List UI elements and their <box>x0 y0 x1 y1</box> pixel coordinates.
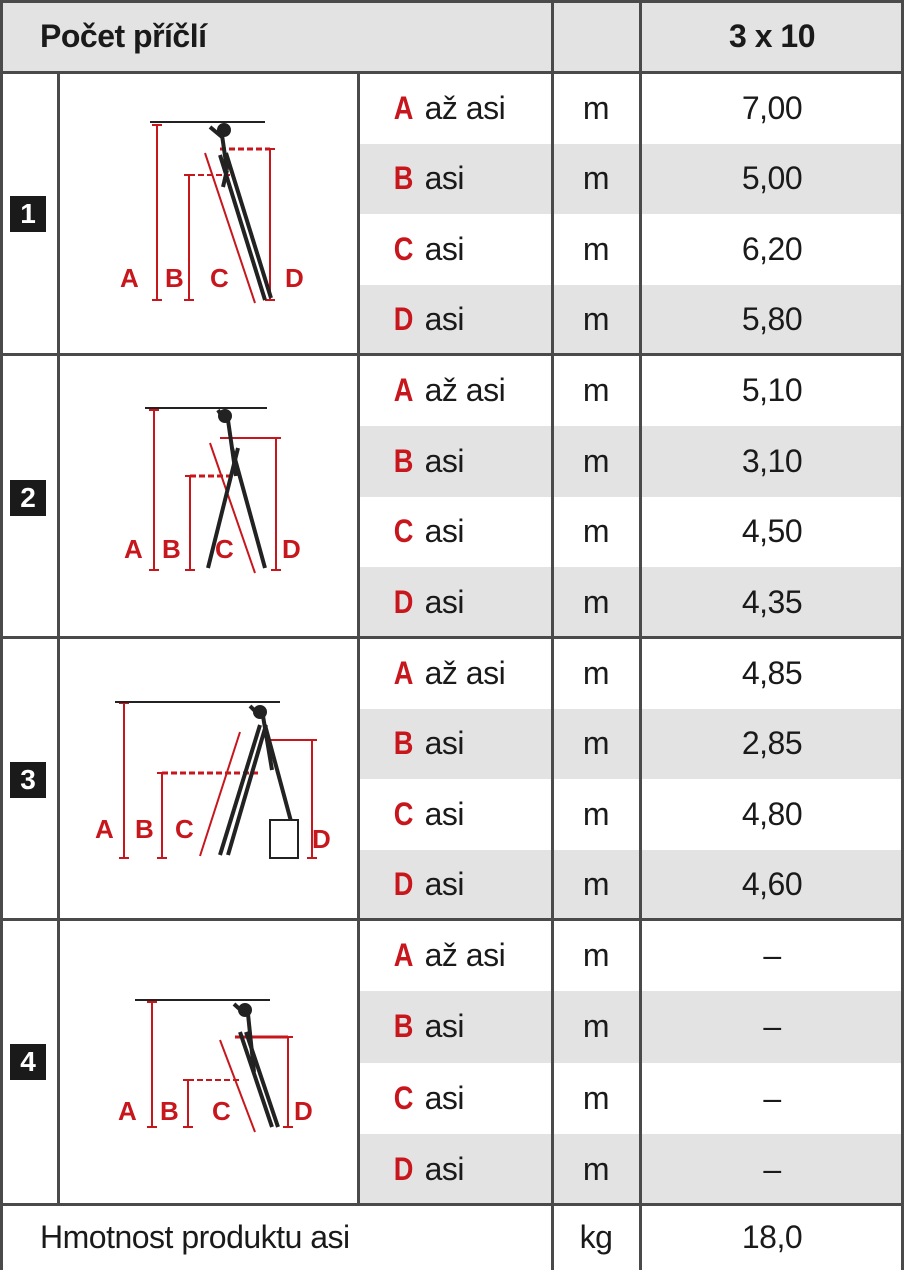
dimension-unit: m <box>582 795 610 832</box>
dimension-value: 2,85 <box>640 709 904 780</box>
dimension-letter: A <box>393 654 413 691</box>
dimension-value: 6,20 <box>741 230 803 267</box>
grid-line <box>0 636 904 639</box>
diagram-label-a: A <box>120 263 139 293</box>
footer-value: 18,0 <box>741 1219 803 1255</box>
dimension-label <box>360 920 552 991</box>
dimension-unit: m <box>582 654 610 691</box>
dimension-letter: A <box>393 89 413 126</box>
dimension-text: až asi <box>424 654 506 691</box>
dimension-unit: m <box>552 567 640 638</box>
dimension-label <box>360 709 552 780</box>
dimension-label <box>360 1063 552 1134</box>
diagram-label-b: B <box>165 263 184 293</box>
diagram-label-b: B <box>135 814 154 844</box>
dimension-unit: m <box>582 937 610 974</box>
dimension-letter: B <box>393 160 413 197</box>
dimension-letter: D <box>393 866 413 903</box>
diagram-label-d: D <box>282 534 301 564</box>
dimension-text: asi <box>424 301 465 338</box>
dimension-unit: m <box>552 1134 640 1205</box>
dimension-unit: m <box>552 709 640 780</box>
grid-line <box>0 353 904 356</box>
dimension-unit: m <box>582 89 610 126</box>
grid-line <box>0 0 904 3</box>
grid-line <box>639 0 642 1270</box>
dimension-text: až asi <box>424 89 506 126</box>
dimension-value: 5,80 <box>640 285 904 356</box>
diagram-label-c: C <box>175 814 194 844</box>
dimension-label <box>360 638 552 709</box>
dimension-unit: m <box>552 991 640 1062</box>
dimension-letter: A <box>393 937 413 974</box>
dimension-value: 3,10 <box>640 426 904 497</box>
dimension-text: asi <box>424 513 465 550</box>
dimension-label <box>360 426 552 497</box>
dimension-unit: m <box>552 285 640 356</box>
dimension-value: 4,85 <box>741 654 803 691</box>
section-number-badge: 4 <box>10 1044 46 1080</box>
dimension-value: 4,60 <box>640 850 904 921</box>
dimension-text: asi <box>424 1079 465 1116</box>
dimension-letter: D <box>393 1150 413 1187</box>
dimension-text: až asi <box>424 937 506 974</box>
dimension-letter: C <box>393 795 413 832</box>
dimension-unit: m <box>552 426 640 497</box>
dimension-label <box>360 285 552 356</box>
dimension-label <box>360 73 552 144</box>
dimension-label <box>360 779 552 850</box>
dimension-letter: D <box>393 584 413 621</box>
dimension-label <box>360 355 552 426</box>
header-title: Počet příčlí <box>0 0 552 72</box>
dimension-text: asi <box>424 584 465 621</box>
dimension-text: až asi <box>424 371 506 408</box>
dimension-value: – <box>640 1134 904 1205</box>
dimension-value: 4,80 <box>741 795 803 832</box>
diagram-label-a: A <box>118 1096 137 1126</box>
ladder-diagram-4 <box>60 922 357 1202</box>
dimension-label <box>360 144 552 215</box>
dimension-value: 4,35 <box>640 567 904 638</box>
footer-label: Hmotnost produktu asi <box>40 1219 350 1255</box>
diagram-label-d: D <box>294 1096 313 1126</box>
diagram-label-c: C <box>210 263 229 293</box>
dimension-unit: m <box>552 144 640 215</box>
dimension-unit: m <box>582 513 610 550</box>
section-number-badge: 3 <box>10 762 46 798</box>
dimension-letter: B <box>393 442 413 479</box>
section-number-badge: 2 <box>10 480 46 516</box>
diagram-label-c: C <box>215 534 234 564</box>
dimension-unit: m <box>552 850 640 921</box>
section-number-badge: 1 <box>10 196 46 232</box>
grid-line <box>0 918 904 921</box>
dimension-letter: C <box>393 513 413 550</box>
dimension-unit: m <box>582 371 610 408</box>
dimension-label <box>360 1134 552 1205</box>
dimension-value: 5,10 <box>741 371 803 408</box>
dimension-text: asi <box>424 1150 465 1187</box>
dimension-text: asi <box>424 160 465 197</box>
dimension-text: asi <box>424 795 465 832</box>
ladder-diagram-2 <box>60 358 357 636</box>
dimension-value: – <box>640 991 904 1062</box>
diagram-label-a: A <box>124 534 143 564</box>
ladder-diagram-3 <box>60 640 357 918</box>
header-unit-cell <box>552 0 640 72</box>
dimension-letter: D <box>393 301 413 338</box>
dimension-label <box>360 214 552 285</box>
grid-line <box>551 0 554 1270</box>
dimension-text: asi <box>424 725 465 762</box>
dimension-value: – <box>763 1079 781 1116</box>
dimension-letter: B <box>393 1008 413 1045</box>
diagram-label-d: D <box>312 824 331 854</box>
footer-unit: kg <box>579 1219 613 1255</box>
grid-line <box>57 71 60 1205</box>
dimension-value: – <box>763 937 781 974</box>
dimension-label <box>360 991 552 1062</box>
dimension-text: asi <box>424 1008 465 1045</box>
header-value: 3 x 10 <box>640 0 904 72</box>
grid-line <box>0 71 904 74</box>
grid-line <box>0 1203 904 1206</box>
grid-line <box>0 0 3 1270</box>
dimension-unit: m <box>582 230 610 267</box>
dimension-value: 7,00 <box>741 89 803 126</box>
dimension-letter: B <box>393 725 413 762</box>
grid-line <box>357 71 360 1205</box>
diagram-label-d: D <box>285 263 304 293</box>
dimension-letter: C <box>393 1079 413 1116</box>
diagram-label-b: B <box>162 534 181 564</box>
dimension-value: 4,50 <box>741 513 803 550</box>
diagram-label-b: B <box>160 1096 179 1126</box>
diagram-label-c: C <box>212 1096 231 1126</box>
dimension-label <box>360 497 552 568</box>
dimension-text: asi <box>424 442 465 479</box>
diagram-label-a: A <box>95 814 114 844</box>
dimension-text: asi <box>424 866 465 903</box>
dimension-letter: A <box>393 371 413 408</box>
dimension-label <box>360 567 552 638</box>
dimension-value: 5,00 <box>640 144 904 215</box>
dimension-unit: m <box>582 1079 610 1116</box>
dimension-text: asi <box>424 230 465 267</box>
ladder-diagram-1 <box>60 75 357 353</box>
dimension-letter: C <box>393 230 413 267</box>
dimension-label <box>360 850 552 921</box>
